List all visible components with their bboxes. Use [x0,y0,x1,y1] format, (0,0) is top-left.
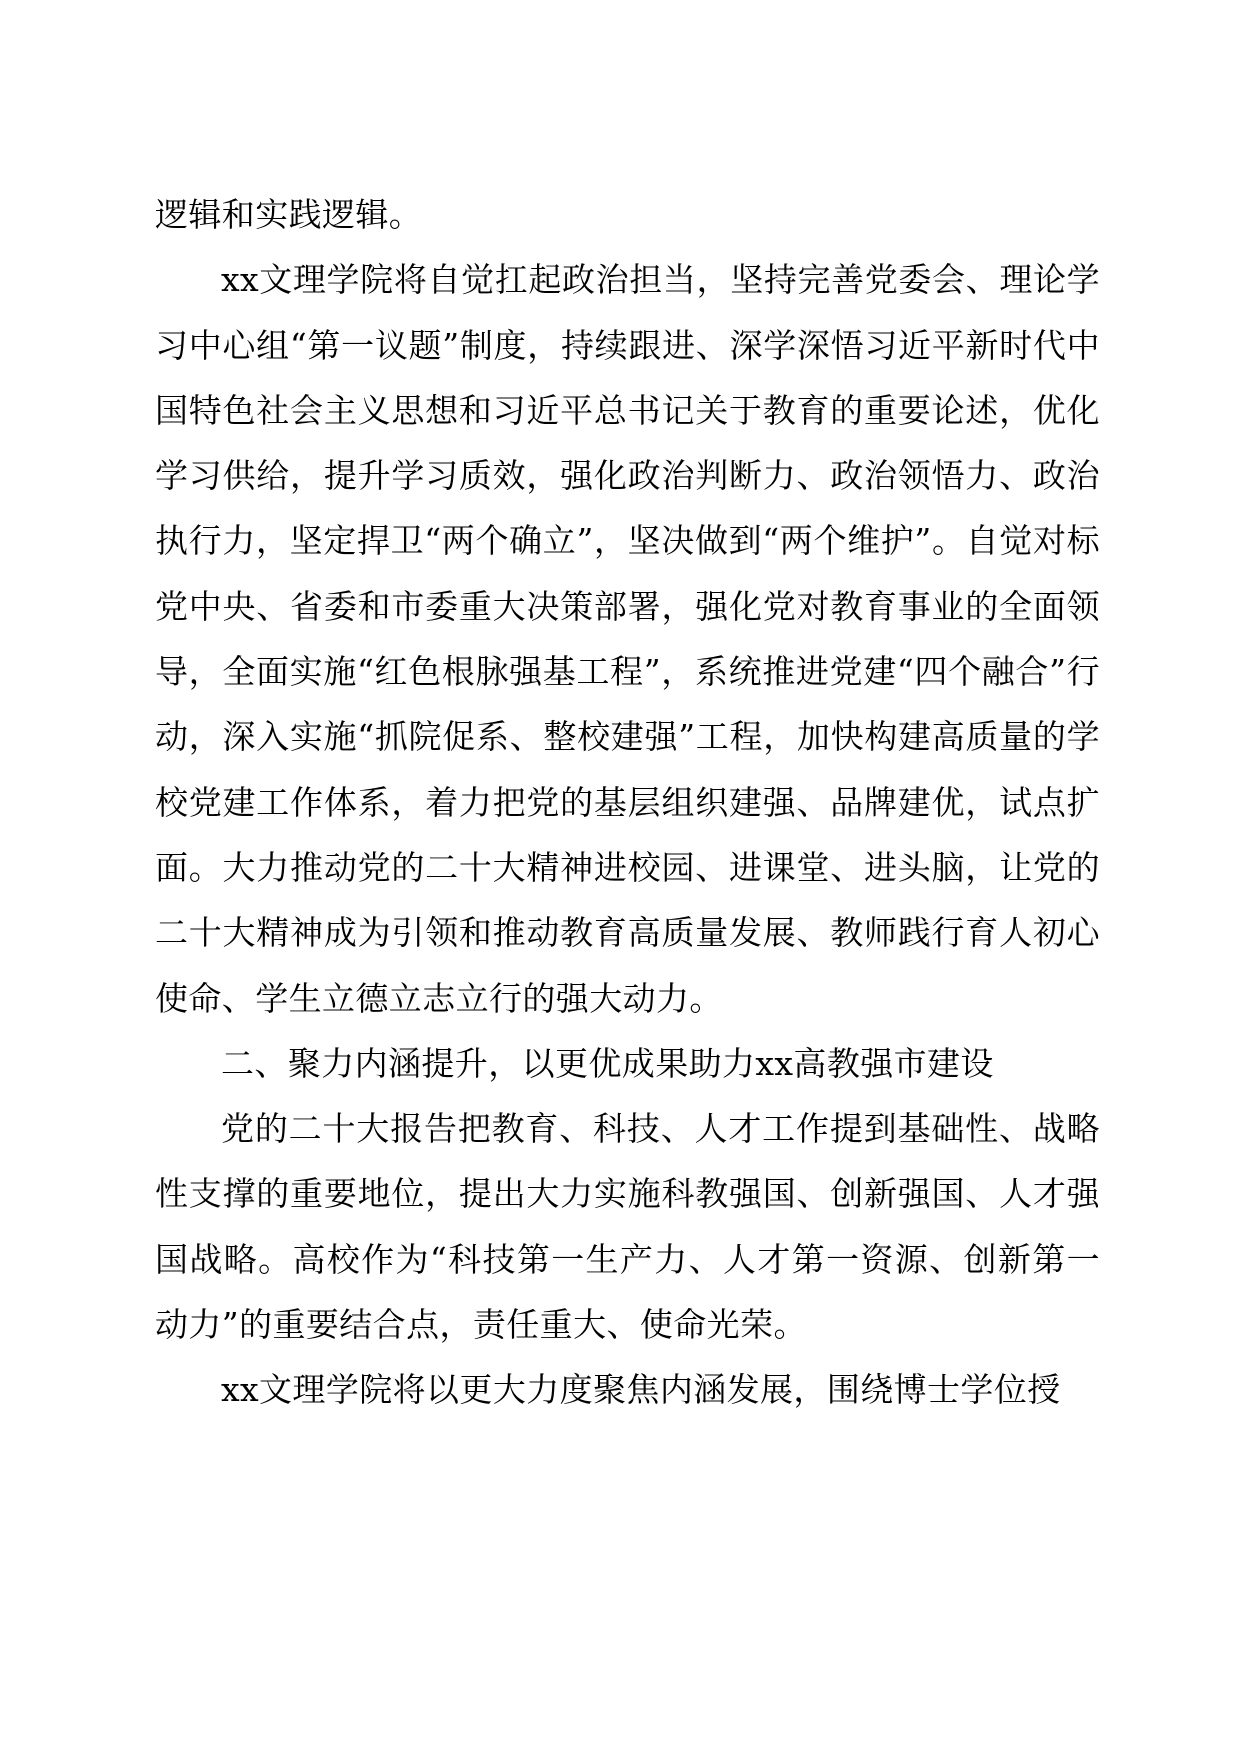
paragraph-continuation: 逻辑和实践逻辑。 [155,195,423,234]
document-body [155,182,1100,1423]
paragraph-connotation-development: xx文理学院将以更大力度聚焦内涵发展，围绕博士学位授 [221,1370,1061,1410]
paragraph-party-building: xx文理学院将自觉扛起政治担当，坚持完善党委会、理论学习中心组“第一议题”制度，持续跟进、深学深悟习近平新时代中国特色社会主义思想和习近平总书记关于教育的重要论述，优化学习供给，提升学习质效，强化政治判断力、政治领悟力、政治执行力，坚定捍卫“两个确立”，坚决做到“两个维护”。自觉对标党中央、省委和市委重大决策部署，强化党对教育事业的全面领导，全面实施“红色根脉强基工程”，系统推进党建“四个融合”行动，深入实施“抓院促系、整校建强”工程，加快构建高质量的学校党建工作体系，着力把党的基层组织建强、品牌建优，试点扩面。大力推动党的二十大精神进校园、进课堂、进头脑，让党的二十大精神成为引领和推动教育高质量发展、教师践行育人初心使命、学生立德立志立行的强大动力。 [155,260,1100,1018]
paragraph-report-strategy: 党的二十大报告把教育、科技、人才工作提到基础性、战略性支撑的重要地位，提出大力实施科教强国、创新强国、人才强国战略。高校作为“科技第一生产力、人才第一资源、创新第一动力”的重要结合点，责任重大、使命光荣。 [155,1109,1100,1345]
section-heading-2: 二、聚力内涵提升，以更优成果助力xx高教强市建设 [221,1043,994,1083]
